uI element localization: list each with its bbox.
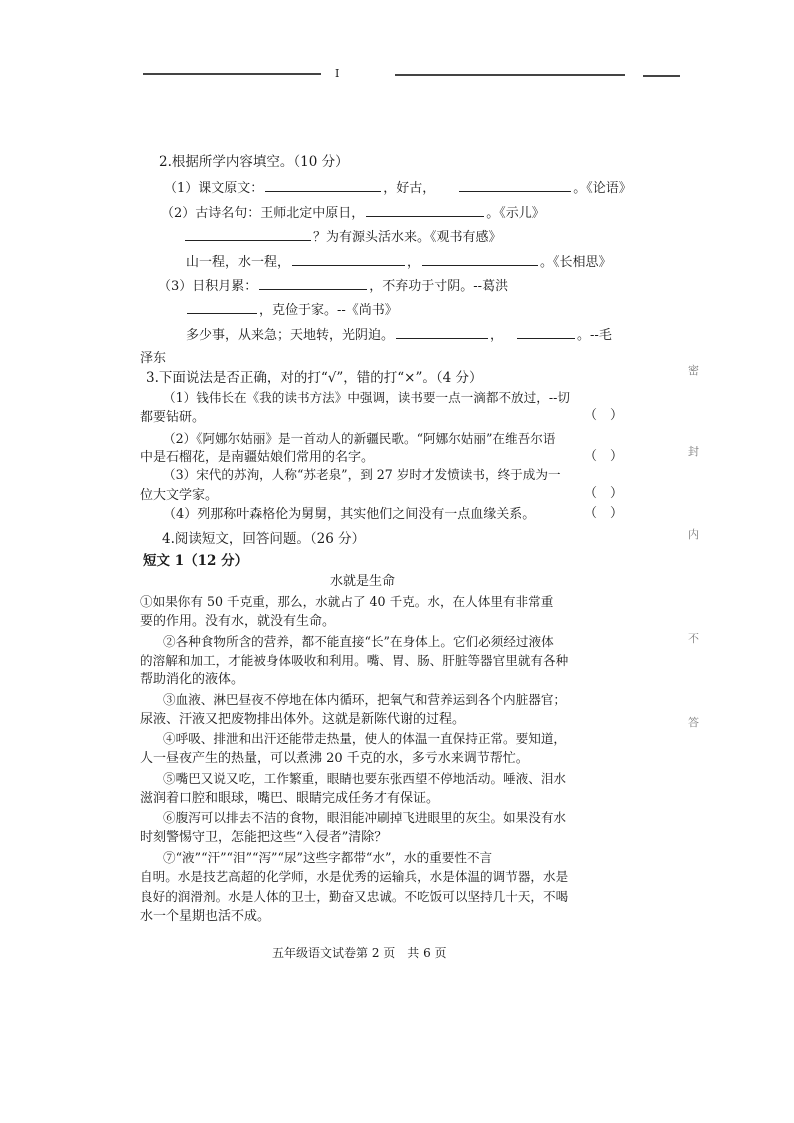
- fill-blank[interactable]: [265, 179, 381, 192]
- passage-line: ①如果你有 50 千克重，那么，水就占了 40 千克。水，在人体里有非常重: [140, 594, 554, 609]
- q3-item-4-line1: （4）列那称叶森格伦为舅舅，其实他们之间没有一点血缘关系。: [163, 507, 536, 522]
- fill-blank[interactable]: [517, 326, 575, 339]
- passage-title: 水就是生命: [330, 574, 396, 589]
- passage-line: 良好的润滑剂。水是人体的卫士，勤奋又忠诚。不吃饭可以坚持几十天，不喝: [140, 889, 569, 904]
- q3-item-1-line2: 都要钻研。: [140, 410, 206, 425]
- q2-p2-line3-c: 。《长相思》: [540, 255, 612, 270]
- q3-item-1-line1: （1）钱伟长在《我的读书方法》中强调，读书要一点一滴都不放过，--切: [163, 390, 570, 405]
- q2-part2-line2: [183, 228, 502, 246]
- passage-line: 自明。水是技艺高超的化学师，水是优秀的运输兵，水是体温的调节器，水是: [140, 869, 569, 884]
- q3-item-3-line2: 位大文学家。: [140, 488, 219, 503]
- q3-item-4-answer[interactable]: （ ）: [584, 506, 624, 521]
- fill-blank[interactable]: [422, 253, 538, 266]
- fill-blank[interactable]: [366, 204, 484, 217]
- q2-p1-label: （1）课文原文：: [164, 181, 264, 196]
- fill-blank[interactable]: [259, 277, 367, 290]
- q2-p2-line3-b: ，: [407, 255, 421, 270]
- q3-item-2-line2: 中是石榴花，是南疆姑娘们常用的名字。: [140, 450, 375, 465]
- q3-item-2-answer[interactable]: （ ）: [584, 449, 624, 464]
- passage-line: ②各种食物所含的营养，都不能直接“长”在身体上。它们必须经过液体: [163, 634, 554, 649]
- q3-item-3-answer[interactable]: （ ）: [584, 486, 624, 501]
- q2-part3-line2: [185, 301, 398, 319]
- q2-part3-line3: [186, 326, 612, 344]
- q2-p2-end: 。《示儿》: [486, 206, 545, 221]
- passage-line: ⑥腹泻可以排去不洁的食物，眼泪能冲刷掉飞进眼里的灰尘。如果没有水: [163, 810, 566, 825]
- q2-p3-line3-a: 多少事，从来急；天地转，光阴迫。: [186, 328, 395, 343]
- passage-line: ⑤嘴巴又说又吃，工作繁重，眼睛也要东张西望不停地活动。唾液、泪水: [163, 771, 566, 786]
- fill-blank[interactable]: [185, 228, 311, 241]
- q2-p2-line2: ？为有源头活水来。《观书有感》: [313, 230, 502, 245]
- q2-part1: [164, 179, 632, 197]
- header-rule-mid: [395, 74, 625, 76]
- passage-line: 尿液、汗液又把废物排出体外。这就是新陈代谢的过程。: [140, 712, 466, 727]
- passage-line: 水一个星期也活不成。: [140, 909, 271, 924]
- passage-line: 时刻警惕守卫，怎能把这些“入侵者”清除？: [140, 830, 388, 845]
- passage-label: 短文 1（12 分）: [143, 553, 249, 569]
- passage-line: 滋润着口腔和眼球，嘴巴、眼睛完成任务才有保证。: [140, 791, 440, 806]
- passage-line: ⑦“液”“汗”“泪”“泻”“尿”这些字都带“水”，水的重要性不言: [163, 850, 493, 865]
- q2-part2: [161, 204, 545, 222]
- passage-line: 人一昼夜产生的热量，可以煮沸 20 千克的水，多亏水来调节帮忙。: [140, 751, 529, 766]
- q3-item-2-line1: （2）《阿娜尔姑丽》是一首动人的新疆民歌。“阿娜尔姑丽”在维吾尔语: [163, 431, 556, 446]
- q2-p3-a: ，不弃功于寸阴。--葛洪: [369, 279, 509, 294]
- q4-title: 4.阅读短文，回答问题。（26 分）: [162, 531, 366, 547]
- q2-p3-line3-c: 。--毛: [577, 328, 612, 343]
- passage-line: 的溶解和加工，才能被身体吸收和利用。嘴、胃、肠、肝脏等器官里就有各种: [140, 653, 569, 668]
- header-rule-right: [643, 75, 680, 77]
- passage-line: ④呼吸、排泄和出汗还能带走热量，使人的体温一直保持正常。要知道，: [163, 731, 566, 746]
- q2-p3-line2: ，克俭于家。--《尚书》: [259, 303, 398, 318]
- q2-part3: [158, 277, 508, 295]
- fill-blank[interactable]: [459, 179, 571, 192]
- q3-item-1-answer[interactable]: （ ）: [584, 408, 624, 423]
- margin-mark-da: 答: [688, 716, 699, 729]
- passage-line: 帮助消化的液体。: [140, 672, 245, 687]
- passage-line: 要的作用。没有水，就没有生命。: [140, 614, 336, 629]
- header-mark: I: [335, 67, 340, 80]
- q2-title: 2.根据所学内容填空。（10 分）: [159, 154, 349, 170]
- q3-title: 3.下面说法是否正确，对的打“√”，错的打“×”。（4 分）: [146, 370, 483, 386]
- q2-p2-line3-a: 山一程，水一程，: [186, 255, 291, 270]
- q2-p1-mid: ，好古，: [383, 181, 436, 196]
- header-rule-left: [143, 73, 321, 75]
- q2-p2-label: （2）古诗名句：王师北定中原日，: [161, 206, 365, 221]
- margin-mark-mi: 密: [688, 364, 699, 377]
- page-footer: 五年级语文试卷第 2 页 共 6 页: [272, 946, 447, 960]
- q2-p1-end: 。《论语》: [573, 181, 632, 196]
- margin-mark-feng: 封: [688, 445, 699, 458]
- fill-blank[interactable]: [396, 326, 488, 339]
- passage-line: ③血液、淋巴昼夜不停地在体内循环，把氧气和营养运到各个内脏器官；: [163, 692, 566, 707]
- q2-part3-line4: 泽东: [140, 351, 167, 366]
- q3-item-3-line1: （3）宋代的苏洵，人称“苏老泉”，到 27 岁时才发愤读书，终于成为一: [163, 467, 561, 482]
- q2-p3-line3-b: ，: [490, 328, 504, 343]
- q2-p3-label: （3）日积月累：: [158, 279, 258, 294]
- margin-mark-nei: 内: [688, 528, 699, 541]
- fill-blank[interactable]: [187, 301, 257, 314]
- margin-mark-bu: 不: [688, 632, 699, 645]
- fill-blank[interactable]: [292, 253, 405, 266]
- q2-part2-line3: [186, 253, 612, 271]
